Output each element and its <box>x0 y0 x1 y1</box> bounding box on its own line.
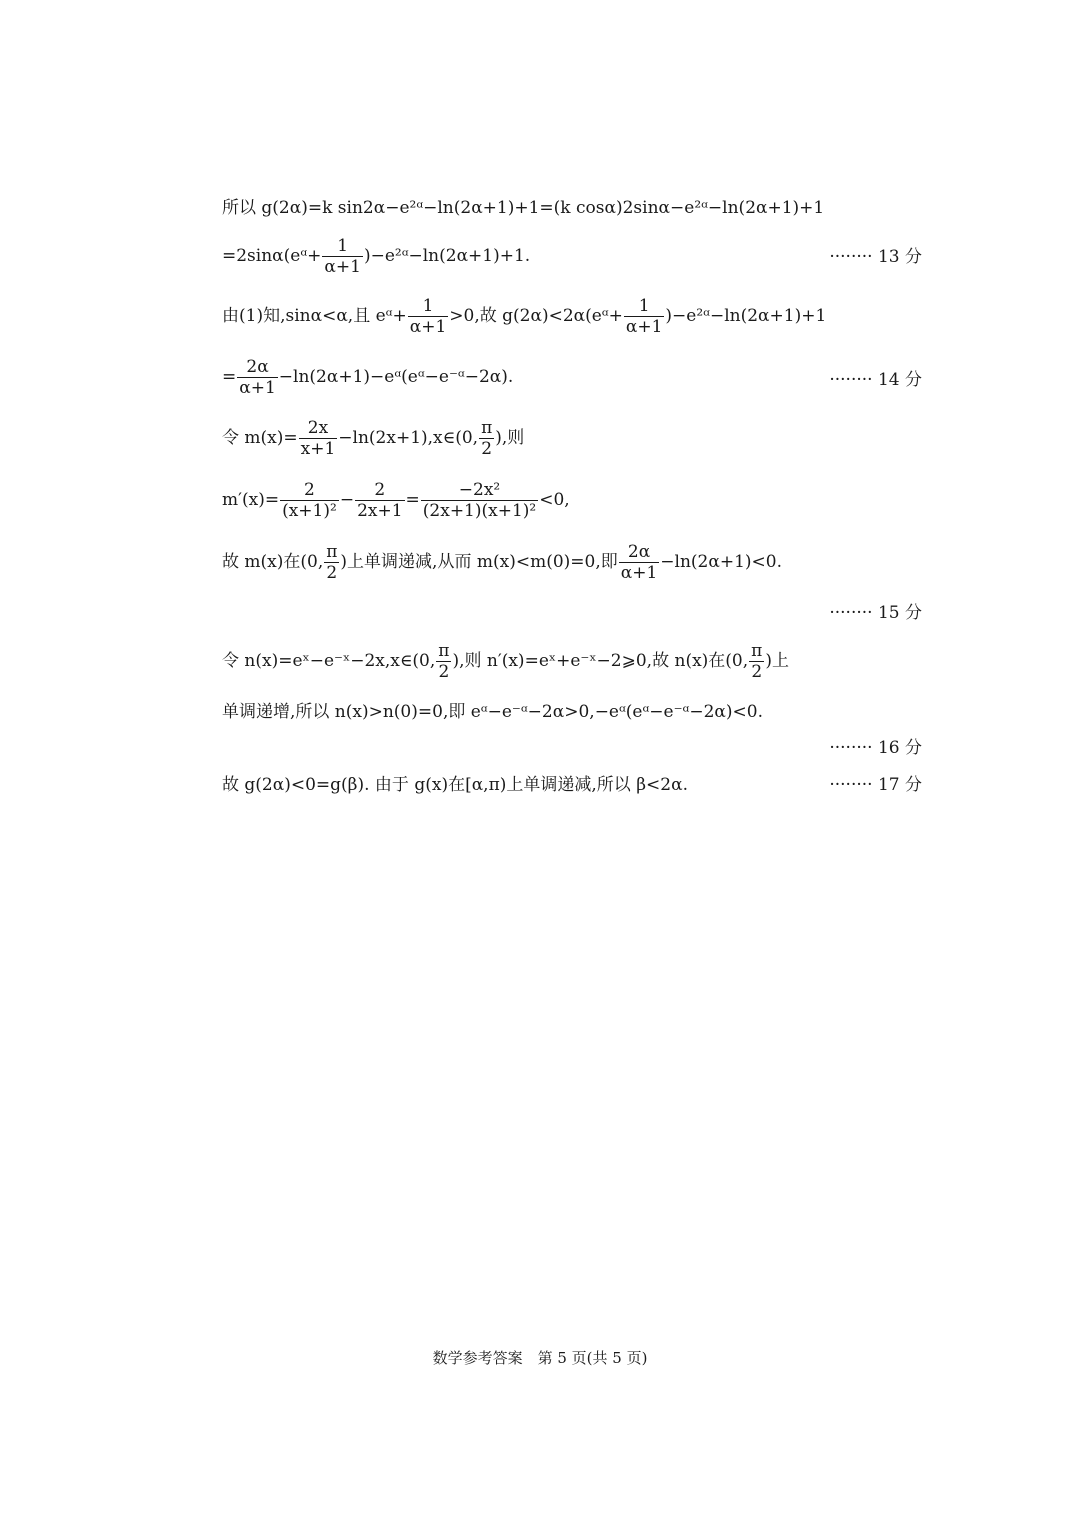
numerator: π <box>481 418 493 438</box>
denominator: 2 <box>481 439 493 459</box>
denominator: 2x+1 <box>357 501 403 521</box>
fraction <box>619 542 660 583</box>
score-15: ········ 15 分 <box>829 603 922 623</box>
numerator: 2 <box>355 480 404 501</box>
expr-text: = <box>405 490 420 510</box>
denominator: (x+1)² <box>282 501 337 521</box>
fraction <box>299 418 338 459</box>
denominator: α+1 <box>625 317 663 337</box>
fraction <box>322 236 363 277</box>
expr-text: 故 m(x)在(0, <box>222 552 324 572</box>
numerator: 1 <box>624 296 665 317</box>
solution-line-4 <box>222 357 922 398</box>
numerator: 2x <box>299 418 338 439</box>
denominator: α+1 <box>409 317 447 337</box>
solution-line-3 <box>222 296 922 337</box>
numerator: 2α <box>237 357 278 378</box>
expr-text: 令 m(x)= <box>222 428 298 448</box>
denominator: x+1 <box>300 439 336 459</box>
score-13: ········ 13 分 <box>829 247 922 267</box>
solution-line-9: 单调递增,所以 n(x)>n(0)=0,即 eᵅ−e⁻ᵅ−2α>0,−eᵅ(eᵅ−e⁻ᵅ−2α)<0. <box>222 702 763 722</box>
numerator: −2x² <box>421 480 538 501</box>
solution-line-6 <box>222 480 922 521</box>
denominator: α+1 <box>620 563 658 583</box>
denominator: 2 <box>751 662 763 682</box>
solution-line-7 <box>222 542 922 583</box>
fraction <box>355 480 404 521</box>
solution-line-5 <box>222 418 922 459</box>
expr-text: −ln(2α+1)<0. <box>660 552 783 572</box>
denominator: α+1 <box>239 378 276 398</box>
expr-text: )−e²ᵅ−ln(2α+1)+1 <box>665 306 827 326</box>
solution-line-10: 故 g(2α)<0=g(β). 由于 g(x)在[α,π)上单调递减,所以 β<2α. <box>222 775 688 795</box>
expr-text: −ln(2α+1)−eᵅ(eᵅ−e⁻ᵅ−2α). <box>278 367 514 387</box>
expr-text: )上单调递减,从而 m(x)<m(0)=0,即 <box>340 552 618 572</box>
denominator: (2x+1)(x+1)² <box>422 501 537 521</box>
denominator: α+1 <box>324 257 361 277</box>
page-footer: 数学参考答案 第 5 页(共 5 页) <box>432 1349 648 1367</box>
score-16: ········ 16 分 <box>829 738 922 758</box>
numerator: π <box>751 641 763 661</box>
fraction <box>421 480 538 521</box>
expr-text: ),则 n′(x)=eˣ+e⁻ˣ−2⩾0,故 n(x)在(0, <box>452 651 749 671</box>
expr-text: >0,故 g(2α)<2α(eᵅ+ <box>449 306 623 326</box>
numerator: 2 <box>280 480 339 501</box>
numerator: 2α <box>619 542 660 563</box>
expr-text: −ln(2x+1),x∈(0, <box>338 428 479 448</box>
numerator: 1 <box>322 236 363 257</box>
denominator: 2 <box>438 662 450 682</box>
score-17: ········ 17 分 <box>829 775 922 795</box>
expr-text: )上 <box>765 651 789 671</box>
fraction <box>749 641 764 682</box>
numerator: 1 <box>408 296 449 317</box>
expr-text: 令 n(x)=eˣ−e⁻ˣ−2x,x∈(0, <box>222 651 436 671</box>
denominator: 2 <box>326 563 338 583</box>
expr-text: ),则 <box>495 428 525 448</box>
fraction <box>324 542 339 583</box>
solution-line-8 <box>222 641 922 682</box>
numerator: π <box>438 641 450 661</box>
expr-text: =2sinα(eᵅ+ <box>222 246 322 266</box>
score-14: ········ 14 分 <box>829 370 922 390</box>
solution-line-2 <box>222 236 922 277</box>
fraction <box>624 296 665 337</box>
expr-text: )−e²ᵅ−ln(2α+1)+1. <box>363 246 531 266</box>
solution-line-1: 所以 g(2α)=k sin2α−e²ᵅ−ln(2α+1)+1=(k cosα)2sinα−e²ᵅ−ln(2α+1)+1 <box>222 198 825 218</box>
fraction <box>408 296 449 337</box>
fraction <box>436 641 451 682</box>
expr-text: <0, <box>539 490 570 510</box>
numerator: π <box>326 542 338 562</box>
fraction <box>280 480 339 521</box>
expr-text: 由(1)知,sinα<α,且 eᵅ+ <box>222 306 407 326</box>
expr-text: m′(x)= <box>222 490 280 510</box>
expr-text: − <box>339 490 355 510</box>
expr-text: = <box>222 367 237 387</box>
fraction <box>479 418 494 459</box>
fraction <box>237 357 278 398</box>
